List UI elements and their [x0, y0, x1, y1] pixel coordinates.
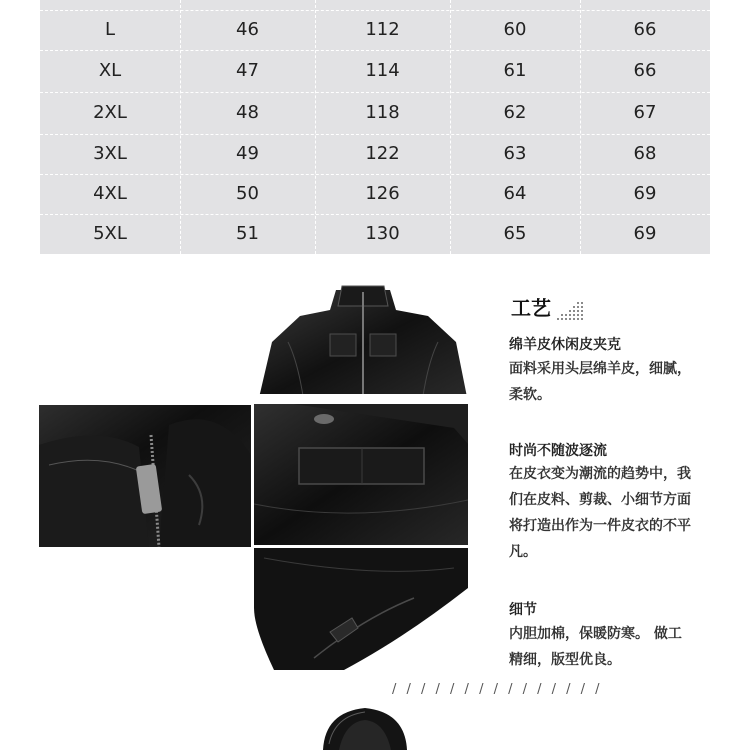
table-cell: 66 — [633, 60, 657, 81]
table-cell: 60 — [503, 19, 527, 40]
slash-divider: / / / / / / / / / / / / / / / — [392, 682, 603, 697]
body-line: 柔软。 — [509, 387, 551, 403]
table-cell: 126 — [365, 183, 400, 204]
size-cell: XL — [98, 60, 122, 81]
body-line: 将打造出作为一件皮衣的不平 — [509, 518, 691, 534]
table-cell: 61 — [503, 60, 527, 81]
size-cell: 2XL — [93, 102, 127, 123]
size-cell: L — [104, 19, 116, 40]
table-cell: 65 — [503, 223, 527, 244]
table-cell: 64 — [503, 183, 527, 204]
size-cell: 5XL — [93, 223, 127, 244]
table-cell: 130 — [365, 223, 400, 244]
table-row — [40, 214, 710, 254]
body-line: 凡。 — [509, 544, 537, 560]
table-cell: 46 — [236, 19, 259, 40]
table-cell: 66 — [633, 19, 657, 40]
table-cell: 47 — [236, 60, 259, 81]
table-cell: 62 — [503, 102, 527, 123]
size-cell: 3XL — [93, 143, 127, 164]
section-heading: 时尚不随波逐流 — [509, 443, 607, 459]
size-cell: 4XL — [93, 183, 127, 204]
table-cell: 118 — [365, 102, 400, 123]
dot-pattern-icon — [555, 302, 585, 324]
table-cell: 49 — [236, 143, 259, 164]
size-table — [40, 0, 710, 254]
collar-zipper-photo — [39, 405, 251, 547]
chest-pocket-photo — [254, 404, 468, 545]
table-row — [40, 93, 710, 133]
table-cell: 63 — [503, 143, 527, 164]
body-line: 精细，版型优良。 — [509, 652, 621, 668]
table-cell: 48 — [236, 102, 259, 123]
section-heading: 细节 — [509, 602, 537, 618]
section-heading: 绵羊皮休闲皮夹克 — [509, 337, 621, 353]
collar-bottom-photo — [315, 704, 415, 750]
craft-title: 工艺 — [511, 296, 551, 320]
body-line: 们在皮料、剪裁、小细节方面 — [509, 492, 691, 508]
table-row — [40, 174, 710, 214]
table-cell: 69 — [633, 223, 657, 244]
cuff-detail-photo — [254, 548, 468, 670]
table-row — [40, 134, 710, 174]
jacket-front-photo — [258, 282, 468, 402]
table-cell: 67 — [633, 102, 657, 123]
section-body — [509, 621, 714, 673]
table-row — [40, 51, 710, 91]
table-cell: 69 — [633, 183, 657, 204]
section-body — [509, 461, 714, 565]
table-cell: 122 — [365, 143, 400, 164]
table-cell: 112 — [365, 19, 400, 40]
table-cell: 51 — [236, 223, 259, 244]
table-cell: 68 — [633, 143, 657, 164]
body-line: 在皮衣变为潮流的趋势中，我 — [509, 466, 691, 482]
section-body — [509, 356, 714, 408]
body-line: 内胆加棉，保暖防寒。 做工 — [509, 626, 682, 642]
body-line: 面料采用头层绵羊皮，细腻， — [509, 361, 691, 377]
table-cell: 114 — [365, 60, 400, 81]
table-cell: 50 — [236, 183, 259, 204]
table-row — [40, 10, 710, 50]
